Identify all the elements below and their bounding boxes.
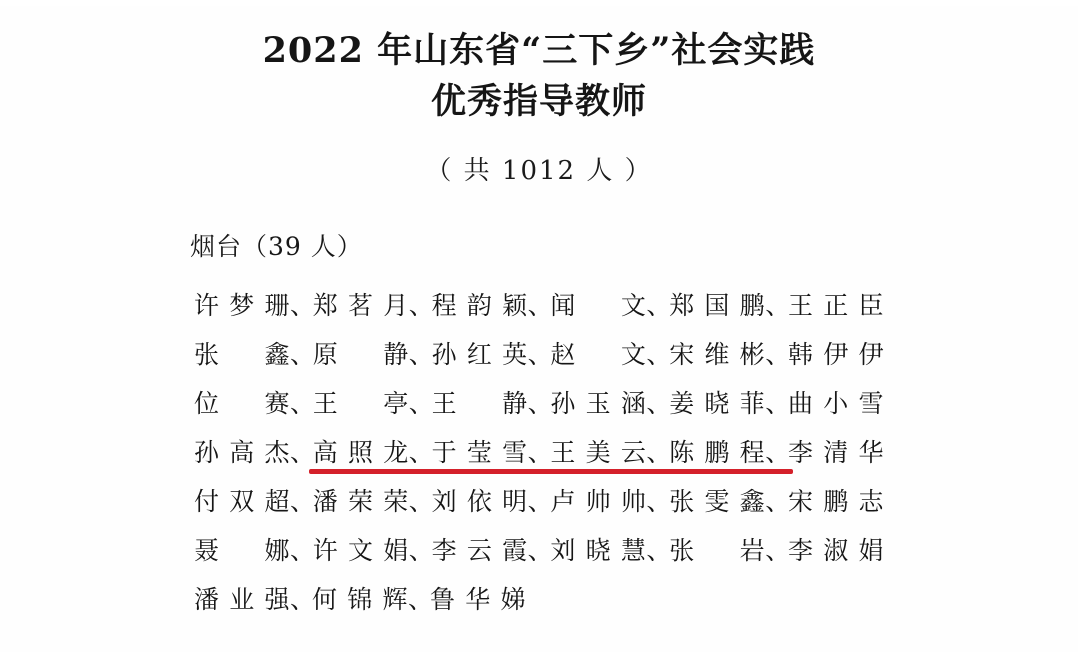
teacher-name-text: 张 鑫 [194,339,290,369]
name-separator: 、 [408,584,434,614]
teacher-name-text: 付双超 [194,486,290,516]
teacher-name [550,388,672,418]
name-separator: 、 [527,437,554,467]
teacher-name [669,535,791,565]
name-separator: 、 [408,290,435,320]
name-separator: 、 [290,584,316,614]
name-row-highlighted [194,437,884,467]
teacher-name-text: 位 赛 [194,388,290,418]
teacher-name-text: 鲁华娣 [430,584,526,614]
teacher-name [669,486,791,516]
teacher-name-text: 孙玉涵 [550,388,647,418]
name-separator: 、 [765,388,791,418]
teacher-name [431,388,554,418]
teacher-name-text: 郑国鹏 [669,290,766,320]
teacher-name-text: 姜晓菲 [669,388,766,418]
teacher-name [550,290,672,320]
teacher-name-text: 李云霞 [431,535,528,565]
page-top-margin [0,0,1078,6]
teacher-name [787,388,884,418]
teacher-name-text: 潘业强 [194,584,290,614]
teacher-name [312,339,435,369]
name-separator: 、 [527,535,554,565]
names-list [194,290,884,614]
total-count-subtitle: （ 共 1012 人 ） [425,155,653,186]
name-row [194,290,884,320]
teacher-name-text: 刘依明 [431,486,528,516]
teacher-name [194,437,316,467]
teacher-name [194,290,316,320]
teacher-name [312,437,435,467]
teacher-name-text: 许梦珊 [194,290,290,320]
teacher-name-text: 李淑娟 [787,535,884,565]
document-title-block [0,0,1078,128]
teacher-name [669,437,791,467]
name-separator: 、 [765,535,791,565]
teacher-name [669,290,791,320]
teacher-name [312,535,435,565]
teacher-name [669,388,791,418]
name-separator: 、 [408,535,435,565]
teacher-name [431,339,554,369]
name-separator: 、 [290,486,316,516]
name-separator: 、 [408,388,435,418]
teacher-name-text: 闻 文 [550,290,647,320]
page-title-line-2: 优秀指导教师 [430,80,647,122]
teacher-name [312,290,435,320]
name-separator: 、 [646,388,672,418]
name-separator: 、 [646,535,672,565]
red-underline-annotation [309,469,793,474]
name-separator: 、 [765,290,791,320]
teacher-name [431,486,554,516]
teacher-name [431,535,554,565]
teacher-name [787,486,884,516]
name-separator: 、 [527,290,554,320]
teacher-name-text: 张雯鑫 [669,486,766,516]
teacher-name-text: 高照龙 [312,437,409,467]
teacher-name [194,535,316,565]
teacher-name-text: 潘荣荣 [312,486,409,516]
name-row [194,339,884,369]
teacher-name [430,584,526,614]
name-row [194,388,884,418]
name-separator: 、 [408,339,435,369]
teacher-name-text: 聂 娜 [194,535,290,565]
teacher-name [550,437,672,467]
teacher-name-text: 于莹雪 [431,437,528,467]
teacher-name [669,339,791,369]
teacher-name [194,486,316,516]
teacher-name [787,290,884,320]
name-separator: 、 [527,388,554,418]
teacher-name [312,584,434,614]
teacher-name-text: 陈鹏程 [669,437,766,467]
teacher-name [787,437,884,467]
teacher-name-text: 许文娟 [312,535,409,565]
teacher-name [787,535,884,565]
teacher-name-text: 孙高杰 [194,437,290,467]
name-separator: 、 [646,290,672,320]
name-row [194,535,884,565]
teacher-name-text: 王美云 [550,437,647,467]
teacher-name [431,437,554,467]
name-separator: 、 [408,437,435,467]
teacher-name-text: 赵 文 [550,339,647,369]
teacher-name-text: 孙红英 [431,339,528,369]
name-separator: 、 [646,339,672,369]
teacher-name [550,339,672,369]
teacher-name [194,388,316,418]
page-title-line-1: 2022 年山东省“三下乡”社会实践 [262,30,816,71]
teacher-name [194,584,316,614]
teacher-name-text: 原 静 [312,339,409,369]
name-separator: 、 [290,437,316,467]
name-separator: 、 [408,486,435,516]
name-separator: 、 [765,437,791,467]
teacher-name-text: 卢帅帅 [550,486,647,516]
teacher-name [194,339,316,369]
name-row [194,584,884,614]
teacher-name-text: 曲小雪 [787,388,884,418]
teacher-name [550,535,672,565]
teacher-name-text: 王正臣 [787,290,884,320]
region-group-header: 烟台（39 人） [190,231,363,261]
teacher-name [787,339,884,369]
teacher-name-text: 程韵颖 [431,290,528,320]
name-separator: 、 [646,437,672,467]
name-separator: 、 [290,290,316,320]
teacher-name-text: 宋鹏志 [787,486,884,516]
name-separator: 、 [527,486,554,516]
teacher-name-text: 刘晓慧 [550,535,647,565]
teacher-name-text: 张 岩 [669,535,766,565]
teacher-name-text: 王 静 [431,388,528,418]
teacher-name [312,486,435,516]
name-separator: 、 [765,339,791,369]
teacher-name-text: 郑茗月 [312,290,409,320]
teacher-name-text: 何锦辉 [312,584,408,614]
page-bottom-margin [0,652,1078,660]
teacher-name-text: 王 亭 [312,388,409,418]
teacher-name [312,388,435,418]
name-separator: 、 [290,388,316,418]
name-separator: 、 [290,535,316,565]
teacher-name [431,290,554,320]
name-separator: 、 [646,486,672,516]
teacher-name-text: 李清华 [787,437,884,467]
name-separator: 、 [765,486,791,516]
name-separator: 、 [527,339,554,369]
teacher-name-text: 宋维彬 [669,339,766,369]
teacher-name-text: 韩伊伊 [787,339,884,369]
teacher-name [550,486,672,516]
name-separator: 、 [290,339,316,369]
name-row [194,486,884,516]
